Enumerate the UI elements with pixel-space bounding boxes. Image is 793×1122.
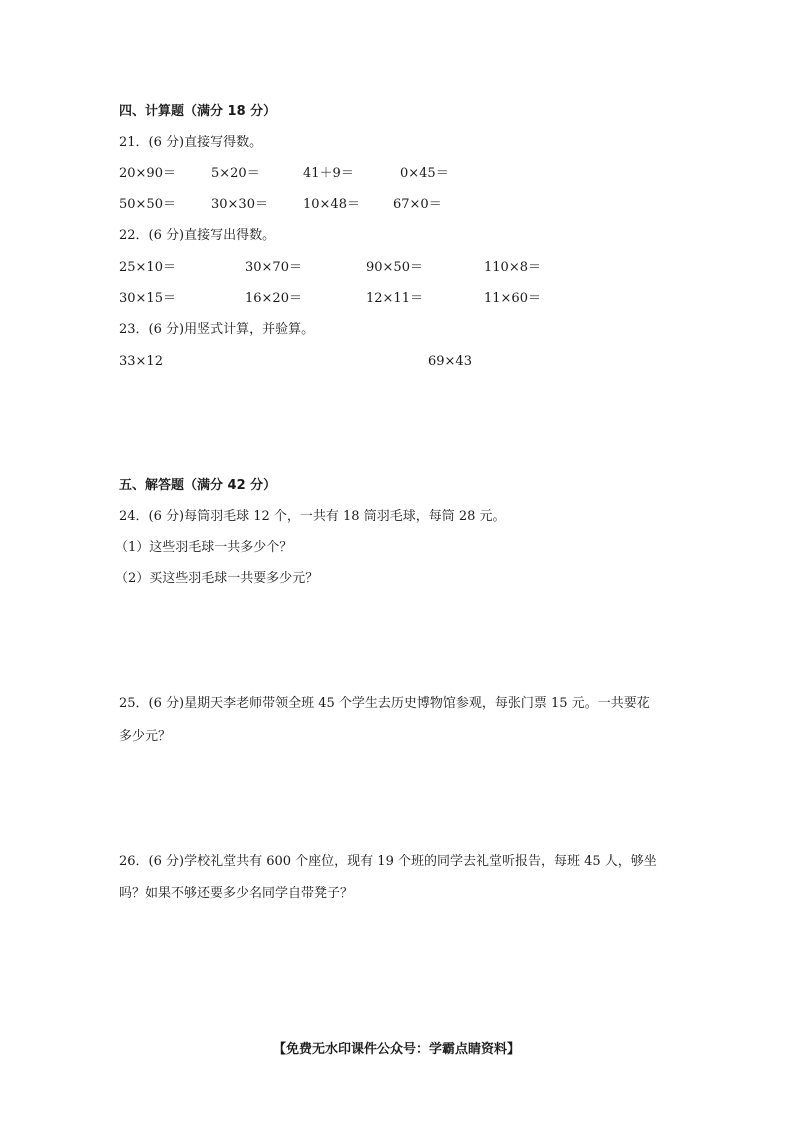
calc-item: 41＋9＝ [303, 166, 354, 181]
calc-item: 30×70＝ [245, 260, 302, 275]
calc-item: 12×11＝ [366, 291, 423, 306]
section-5-heading: 五、解答题（满分 42 分） [119, 478, 277, 493]
question-24-sub-1: （1）这些羽毛球一共多少个？ [115, 540, 293, 555]
calc-item: 67×0＝ [393, 197, 442, 212]
calc-item: 110×8＝ [484, 260, 541, 275]
question-25-line-2: 多少元？ [119, 729, 172, 744]
calc-item: 90×50＝ [366, 260, 423, 275]
calc-item: 5×20＝ [211, 166, 260, 181]
calc-item: 10×48＝ [303, 197, 360, 212]
calc-item: 30×30＝ [211, 197, 268, 212]
footer-note: 【免费无水印课件公众号：学霸点睛资料】 [272, 1042, 520, 1057]
question-24-sub-2: （2）买这些羽毛球一共要多少元？ [115, 571, 319, 586]
question-24-prompt: 24．(6 分)每筒羽毛球 12 个，一共有 18 筒羽毛球，每筒 28 元。 [119, 509, 506, 524]
question-25-line-1: 25．(6 分)星期天李老师带领全班 45 个学生去历史博物馆参观，每张门票 15 元。一共要花 [119, 696, 650, 711]
vertical-calc-item: 33×12 [119, 354, 163, 369]
question-22-prompt: 22．(6 分)直接写出得数。 [119, 228, 276, 243]
calc-item: 30×15＝ [119, 291, 176, 306]
calc-item: 20×90＝ [119, 166, 176, 181]
question-26-line-2: 吗？如果不够还要多少名同学自带凳子？ [119, 886, 354, 901]
vertical-calc-item: 69×43 [428, 354, 472, 369]
calc-item: 25×10＝ [119, 260, 176, 275]
question-23-prompt: 23．(6 分)用竖式计算，并验算。 [119, 322, 315, 337]
calc-item: 11×60＝ [484, 291, 541, 306]
calc-item: 0×45＝ [400, 166, 449, 181]
section-4-heading: 四、计算题（满分 18 分） [119, 104, 277, 119]
calc-item: 50×50＝ [119, 197, 176, 212]
calc-item: 16×20＝ [245, 291, 302, 306]
question-26-line-1: 26．(6 分)学校礼堂共有 600 个座位，现有 19 个班的同学去礼堂听报告，每班 45 人，够坐 [119, 854, 657, 869]
question-21-prompt: 21．(6 分)直接写得数。 [119, 135, 263, 150]
